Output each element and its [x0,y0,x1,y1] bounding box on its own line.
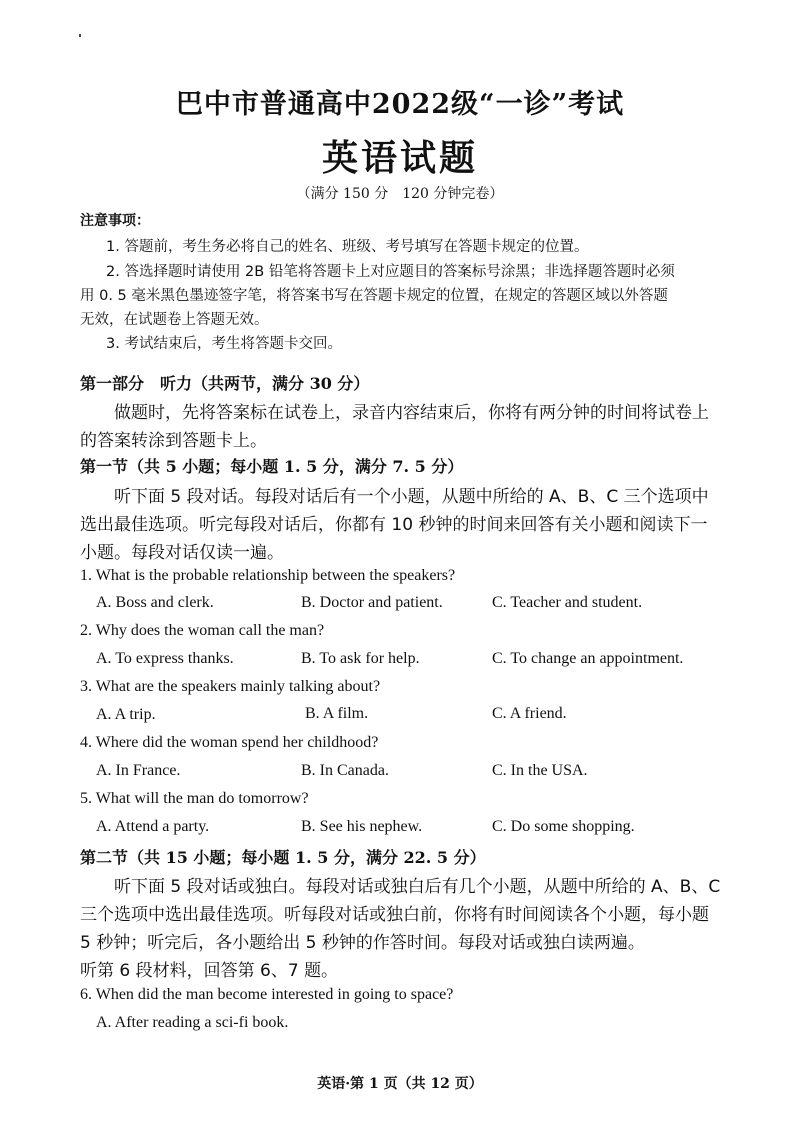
part1-intro-line-2: 的答案转涂到答题卡上。 [80,431,267,451]
question-3-option-c: C. A friend. [492,705,567,722]
question-4-option-a: A. In France. [96,762,181,779]
question-5: 5. What will the man do tomorrow? [80,790,309,807]
note-2-line-2: 用 0. 5 毫米黑色墨迹签字笔，将答案书写在答题卡规定的位置，在规定的答题区域以外答题 [80,288,668,304]
note-1: 1. 答题前，考生务必将自己的姓名、班级、考号填写在答题卡规定的位置。 [106,239,589,255]
question-1-option-a: A. Boss and clerk. [96,594,214,611]
question-4: 4. Where did the woman spend her childhood? [80,734,379,751]
question-5-option-a: A. Attend a party. [96,818,210,835]
question-4-option-c: C. In the USA. [492,762,588,779]
question-5-option-c: C. Do some shopping. [492,818,635,835]
question-2-option-a: A. To express thanks. [96,650,234,667]
question-3-option-b: B. A film. [305,705,369,722]
part1-intro-line-1: 做题时，先将答案标在试卷上，录音内容结束后，你将有两分钟的时间将试卷上 [114,403,709,423]
question-6-option-a: A. After reading a sci-fi book. [96,1014,289,1031]
section1-heading: 第一节（共 5 小题；每小题 1. 5 分，满分 7. 5 分） [80,457,464,476]
section2-intro-line-3: 5 秒钟；听完后，各小题给出 5 秒钟的作答时间。每段对话或独白读两遍。 [80,933,645,953]
note-2-line-3: 无效，在试题卷上答题无效。 [80,312,269,328]
question-5-option-b: B. See his nephew. [301,818,423,835]
section2-intro-line-1: 听下面 5 段对话或独白。每段对话或独白后有几个小题，从题中所给的 A、B、C [114,877,721,897]
notes-heading: 注意事项： [80,213,150,229]
part1-heading: 第一部分 听力（共两节，满分 30 分） [80,374,370,393]
question-2: 2. Why does the woman call the man? [80,622,325,639]
question-2-option-c: C. To change an appointment. [492,650,684,667]
question-1-option-c: C. Teacher and student. [492,594,643,611]
question-4-option-b: B. In Canada. [301,762,389,779]
note-2-line-1: 2. 答选择题时请使用 2B 铅笔将答题卡上对应题目的答案标号涂黑；非选择题答题时必须 [106,264,675,280]
section1-intro-line-3: 小题。每段对话仅读一遍。 [80,543,284,563]
section1-intro-line-1: 听下面 5 段对话。每段对话后有一个小题，从题中所给的 A、B、C 三个选项中 [114,487,709,507]
section1-intro-line-2: 选出最佳选项。听完每段对话后，你都有 10 秒钟的时间来回答有关小题和阅读下一 [80,515,708,535]
question-1: 1. What is the probable relationship between the speakers? [80,567,456,584]
section2-intro-line-2: 三个选项中选出最佳选项。听每段对话或独白前，你将有时间阅读各个小题，每小题 [80,905,709,925]
subject-title: 英语试题 [321,137,478,179]
section2-heading: 第二节（共 15 小题；每小题 1. 5 分，满分 22. 5 分） [80,848,486,867]
question-2-option-b: B. To ask for help. [301,650,420,667]
page-footer: 英语·第 1 页（共 12 页） [317,1076,483,1092]
scan-speck [79,34,81,37]
question-3: 3. What are the speakers mainly talking about? [80,678,381,695]
exam-title: 巴中市普通高中2022级“一诊”考试 [175,89,625,120]
material-6-instruction: 听第 6 段材料，回答第 6、7 题。 [80,961,339,981]
question-3-option-a: A. A trip. [96,706,156,723]
score-time-info: （满分 150 分 120 分钟完卷） [296,186,504,202]
question-6: 6. When did the man become interested in going to space? [80,986,454,1003]
question-1-option-b: B. Doctor and patient. [301,594,443,611]
note-3: 3. 考试结束后，考生将答题卡交回。 [106,336,342,352]
